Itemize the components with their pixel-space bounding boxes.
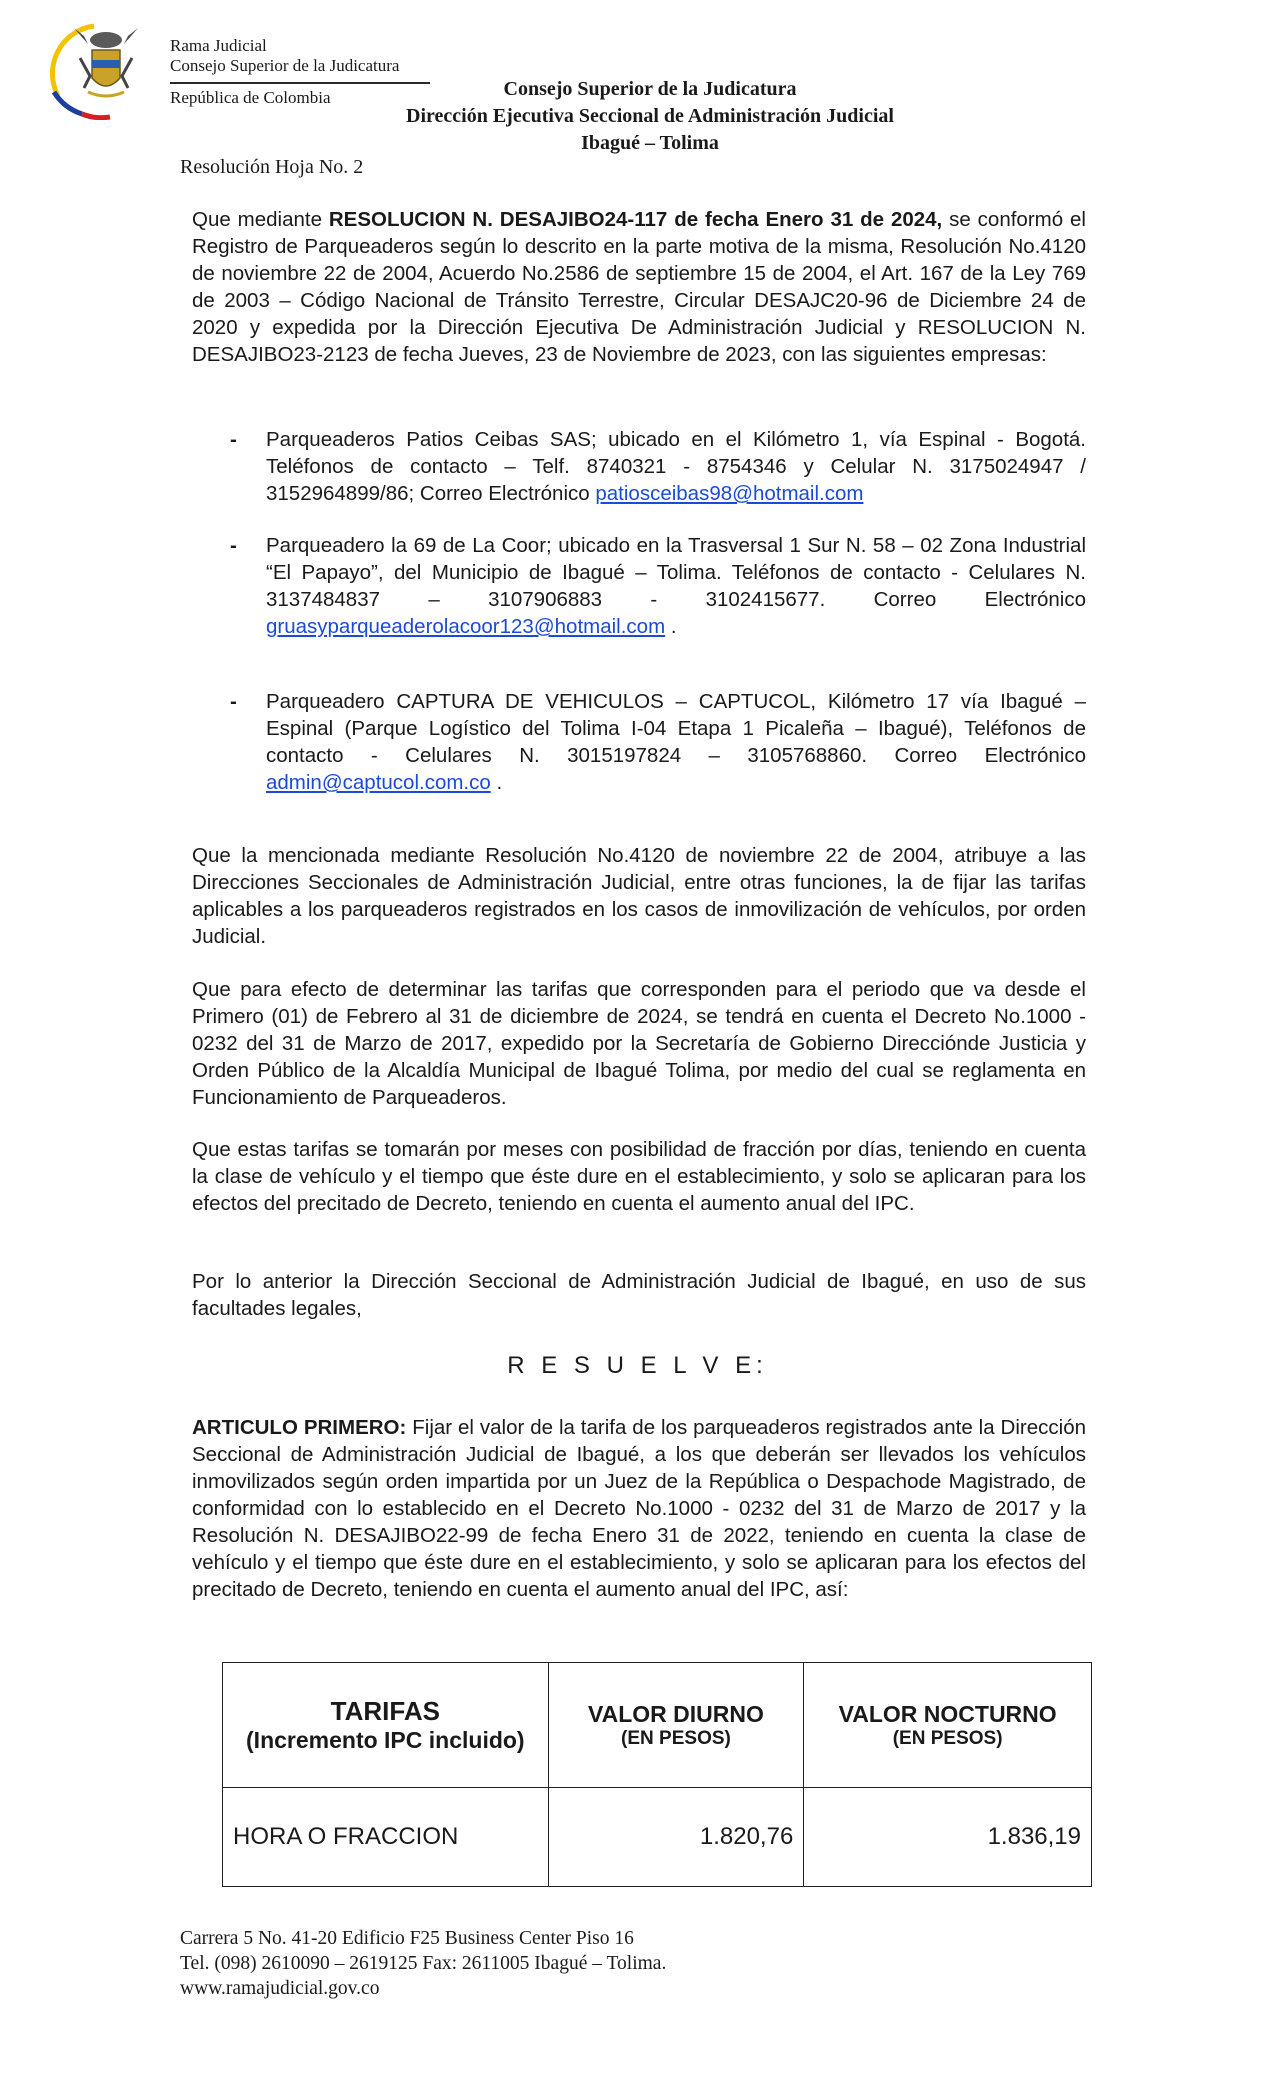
header-subtitle: (EN PESOS) [892, 1727, 1003, 1749]
bullet-after: . [665, 615, 677, 638]
header-title: VALOR NOCTURNO [838, 1700, 1057, 1727]
p1-bold: RESOLUCION N. DESAJIBO24-117 de fecha Enero 31 de 2024, [328, 208, 943, 231]
email-link[interactable]: patiosceibas98@hotmail.com [595, 482, 864, 505]
table-header-nocturno [804, 1663, 1092, 1788]
paragraph-periodo: Que para efecto de determinar las tarifas que corresponden para el periodo que va desde el Primero (01) de Febrero al 31 de diciembre de 2024, se tendrá en cuenta el Decreto No.1000 - 0232 del 31 de Marzo de 2017, expedido por la Secretaría de Gobierno Direcciónde Justicia y Orden Público de la Alcaldía Municipal de Ibagué Tolima, por medio del cual se reglamenta en Funcionamiento de Parqueaderos. [192, 978, 1086, 1109]
bullet-text [266, 688, 1086, 796]
coat-of-arms-icon [44, 18, 166, 120]
table-header-tarifas [223, 1663, 549, 1788]
header-line-2: Dirección Ejecutiva Seccional de Administración Judicial [406, 105, 894, 127]
email-link[interactable]: gruasyparqueaderolacoor123@hotmail.com [266, 615, 666, 638]
header-title: VALOR DIURNO [588, 1700, 764, 1727]
tarifas-table [222, 1662, 1092, 1887]
header-subtitle: (Incremento IPC incluido) [246, 1727, 525, 1753]
footer-address: Carrera 5 No. 41-20 Edificio F25 Business Center Piso 16 [180, 1928, 634, 1949]
paragraph-por-lo-anterior: Por lo anterior la Dirección Seccional de Administración Judicial de Ibagué, en uso de sus facultades legales, [192, 1270, 1086, 1320]
paragraph-tarifas-meses: Que estas tarifas se tomarán por meses con posibilidad de fracción por días, teniendo en cuenta la clase de vehículo y el tiempo que éste dure en el establecimiento, y solo se aplicaran para los efectos del precitado de Decreto, teniendo en cuenta el aumento anual del IPC. [192, 1138, 1086, 1215]
resuelve-heading: R E S U E L V E: [507, 1352, 768, 1379]
bullet-dash: - [230, 690, 237, 713]
bullet-body: Parqueadero CAPTURA DE VEHICULOS – CAPTUCOL, Kilómetro 17 vía Ibagué – Espinal (Parque Logístico del Tolima I-04 Etapa 1 Picaleña – Ibagué), Teléfonos de contacto - Celulares N. 3015197824 – 3105768860. Correo Electrónico [266, 690, 1086, 767]
bullet-text [266, 532, 1086, 640]
paragraph-resolucion-4120: Que la mencionada mediante Resolución No.4120 de noviembre 22 de 2004, atribuye a las Direcciones Seccionales de Administración Judicial, entre otras funciones, la de fijar las tarifas aplicables a los parqueaderos registrados en los casos de inmovilización de vehículos, por orden Judicial. [192, 844, 1086, 948]
coat-of-arms-logo [44, 18, 166, 120]
page-label: Resolución Hoja No. 2 [180, 156, 364, 178]
header-title: TARIFAS [330, 1696, 440, 1726]
table-header-row [223, 1663, 1092, 1788]
bullet-body: Parqueaderos Patios Ceibas SAS; ubicado en el Kilómetro 1, vía Espinal - Bogotá. Teléfonos de contacto – Telf. 8740321 - 8754346 y Celular N. 3175024947 / 3152964899/86; Correo Electrónico [266, 428, 1086, 505]
footer-phone: Tel. (098) 2610090 – 2619125 Fax: 2611005 Ibagué – Tolima. [180, 1953, 667, 1974]
table-row [223, 1788, 1092, 1887]
articulo-text: Fijar el valor de la tarifa de los parqueaderos registrados ante la Dirección Seccional de Administración Judicial de Ibagué, a los que deberán ser llevados los vehículos inmovilizados según orden impartida por un Juez de la República o Despachode Magistrado, de conformidad con lo establecido en el Decreto No.1000 - 0232 del 31 de Marzo de 2017 y la Resolución N. DESAJIBO22-99 de fecha Enero 31 de 2022, teniendo en cuenta la clase de vehículo y el tiempo que éste dure en el establecimiento, y solo se aplicaran para los efectos del precitado de Decreto, teniendo en cuenta el aumento anual del IPC, así: [192, 1416, 1086, 1601]
header-line-1: Consejo Superior de la Judicatura [503, 78, 797, 100]
header-subtitle: (EN PESOS) [621, 1727, 731, 1749]
articulo-label: ARTICULO PRIMERO: [192, 1416, 407, 1439]
bullet-dash: - [230, 534, 237, 557]
header-line-3: Ibagué – Tolima [581, 132, 719, 154]
bullet-text [266, 426, 1086, 507]
bullet-body: Parqueadero la 69 de La Coor; ubicado en la Trasversal 1 Sur N. 58 – 02 Zona Industrial “El Papayo”, del Municipio de Ibagué – Tolima. Teléfonos de contacto - Celulares N. 3137484837 – 3107906883 - 3102415677. Correo Electrónico [266, 534, 1086, 611]
org-line-1: Rama Judicial [170, 36, 267, 55]
p1-pre: Que mediante [192, 208, 329, 231]
email-link[interactable]: admin@captucol.com.co [266, 771, 491, 794]
footer-website: www.ramajudicial.gov.co [180, 1978, 380, 1999]
bullet-dash: - [230, 428, 237, 451]
row-label: HORA O FRACCION [223, 1788, 549, 1887]
paragraph-registro [192, 206, 1086, 368]
org-line-3: República de Colombia [170, 88, 331, 107]
bullet-after: . [490, 771, 503, 794]
p1-post: se conformó el Registro de Parqueaderos según lo descrito en la parte motiva de la misma, Resolución No.4120 de noviembre 22 de 2004, Acuerdo No.2586 de septiembre 15 de 2004, el Art. 167 de la Ley 769 de 2003 – Código Nacional de Tránsito Terrestre, Circular DESAJC20-96 de Diciembre 24 de 2020 y expedida por la Dirección Ejecutiva De Administración Judicial y RESOLUCION N. DESAJIBO23-2123 de fecha Jueves, 23 de Noviembre de 2023, con las siguientes empresas: [192, 208, 1086, 366]
document-header [360, 76, 940, 157]
org-line-2: Consejo Superior de la Judicatura [170, 56, 400, 75]
articulo-primero [192, 1414, 1086, 1603]
row-valor-nocturno: 1.836,19 [804, 1788, 1092, 1887]
table-header-diurno [548, 1663, 804, 1788]
row-valor-diurno: 1.820,76 [548, 1788, 804, 1887]
page-footer [180, 1926, 666, 2001]
